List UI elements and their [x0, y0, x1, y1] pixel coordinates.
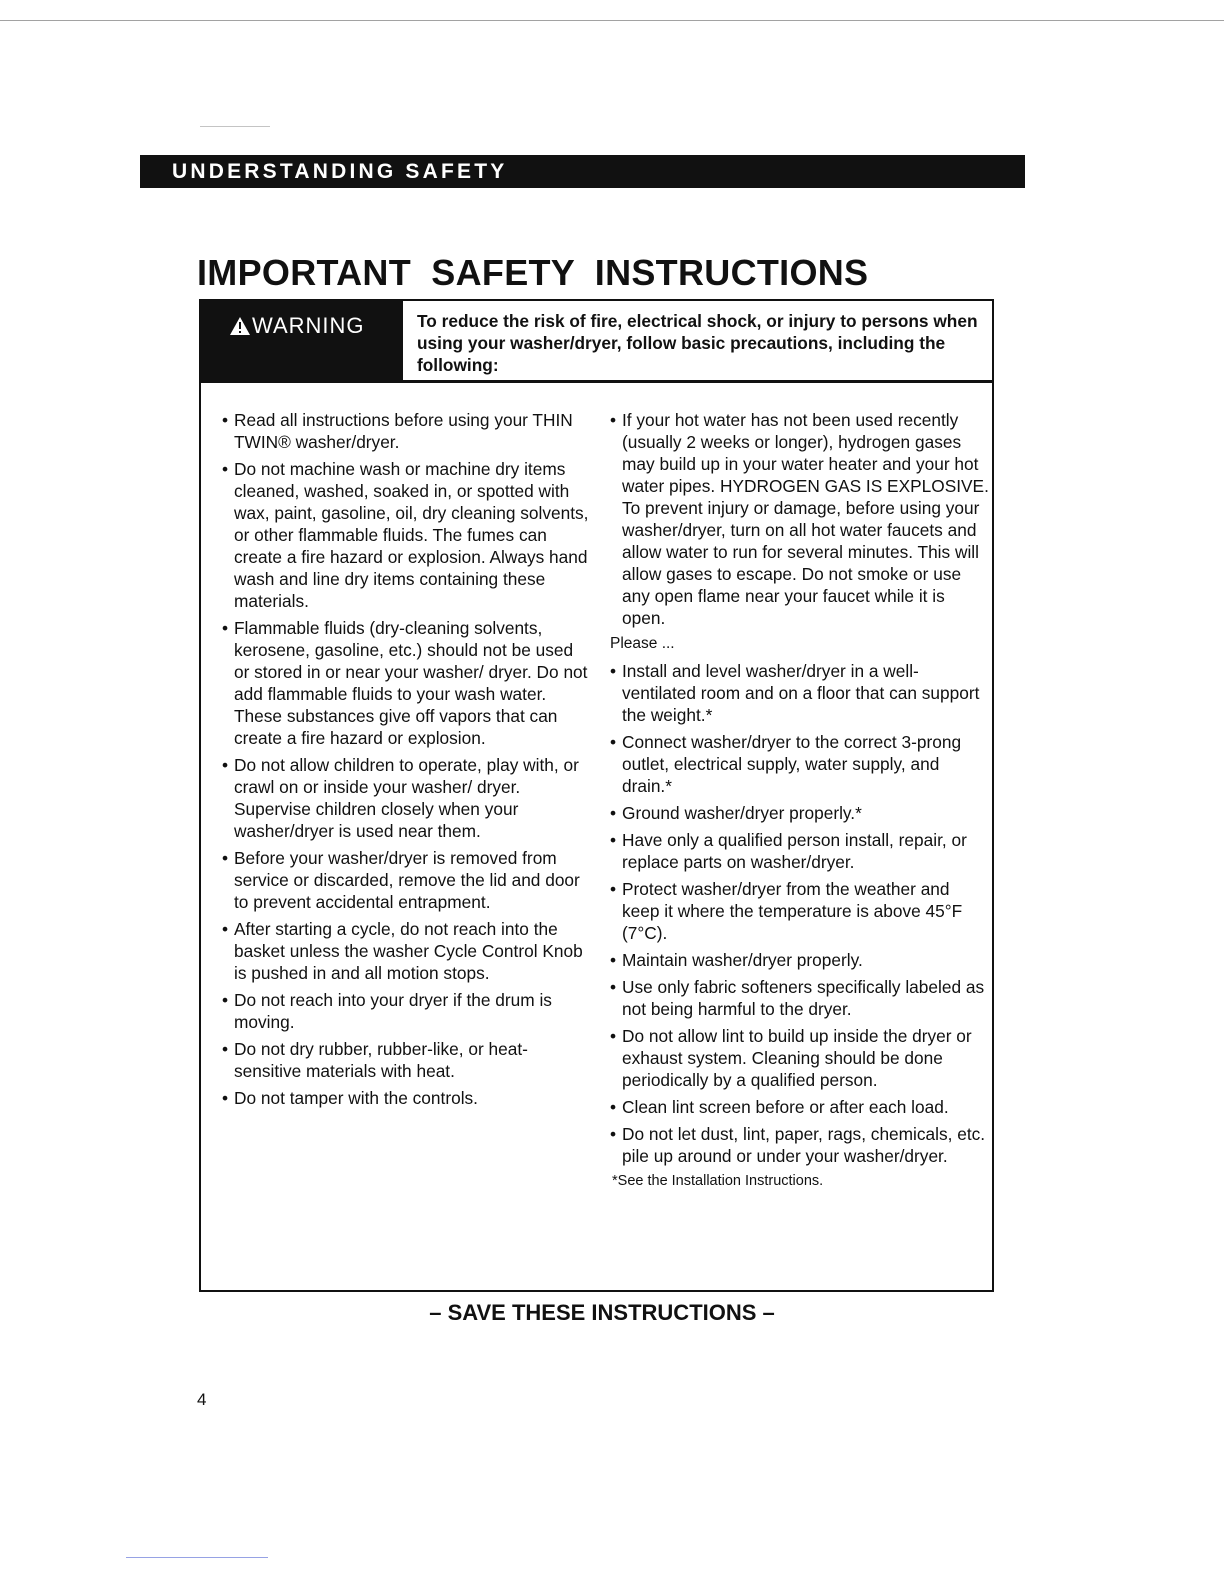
right-instruction-column	[610, 409, 990, 1191]
list-item: • Do not allow lint to build up inside the dryer or exhaust system. Cleaning should be done periodically by a qualified person.	[610, 1025, 990, 1091]
list-item: • Have only a qualified person install, repair, or replace parts on washer/dryer.	[610, 829, 990, 873]
save-instructions-banner: – SAVE THESE INSTRUCTIONS –	[429, 1300, 775, 1325]
list-item: • Maintain washer/dryer properly.	[610, 949, 990, 971]
list-item: • If your hot water has not been used recently (usually 2 weeks or longer), hydrogen gases may build up in your water heater and your hot water pipes. HYDROGEN GAS IS EXPLOSIVE. To prevent injury or damage, before using your washer/dryer, turn on all hot water faucets and allow water to run for several minutes. This will allow gases to escape. Do not smoke or use any open flame near your faucet while it is open.	[610, 409, 990, 629]
list-item: • Use only fabric softeners specifically labeled as not being harmful to the dryer.	[610, 976, 990, 1020]
list-item: • Install and level washer/dryer in a well-ventilated room and on a floor that can support the weight.*	[610, 660, 990, 726]
safety-instructions-box	[199, 299, 994, 1292]
scan-artifact-line	[126, 1557, 268, 1558]
list-item: • Do not tamper with the controls.	[222, 1087, 592, 1109]
list-item: • Ground washer/dryer properly.*	[610, 802, 990, 824]
list-item: • Protect washer/dryer from the weather and keep it where the temperature is above 45°F (7°C).	[610, 878, 990, 944]
warning-statement: To reduce the risk of fire, electrical shock, or injury to persons when using your washer/dryer, follow basic precautions, including the following:	[403, 301, 994, 383]
list-item: • After starting a cycle, do not reach into the basket unless the washer Cycle Control Knob is pushed in and all motion stops.	[222, 918, 592, 984]
warning-label	[201, 301, 403, 383]
list-item: • Clean lint screen before or after each load.	[610, 1096, 990, 1118]
scan-artifact-line	[0, 20, 1224, 21]
list-item: • Read all instructions before using your THIN TWIN® washer/dryer.	[222, 409, 592, 453]
list-item: • Connect washer/dryer to the correct 3-prong outlet, electrical supply, water supply, and drain.*	[610, 731, 990, 797]
page-number: 4	[197, 1390, 207, 1409]
footnote: *See the Installation Instructions.	[612, 1173, 824, 1189]
warning-triangle-icon	[229, 316, 251, 336]
list-item: • Do not dry rubber, rubber-like, or heat-sensitive materials with heat.	[222, 1038, 592, 1082]
list-item: • Do not allow children to operate, play with, or crawl on or inside your washer/ dryer. Supervise children closely when your washer/dryer is used near them.	[222, 754, 592, 842]
right-first-list	[610, 409, 990, 629]
section-header-bar	[140, 155, 1025, 188]
please-label: Please ...	[610, 635, 675, 652]
list-item: • Do not let dust, lint, paper, rags, chemicals, etc. pile up around or under your washer/dryer.	[610, 1123, 990, 1167]
list-item: • Before your washer/dryer is removed from service or discarded, remove the lid and door to prevent accidental entrapment.	[222, 847, 592, 913]
list-item: • Flammable fluids (dry-cleaning solvents, kerosene, gasoline, etc.) should not be used or stored in or near your washer/ dryer. Do not add flammable fluids to your wash water. These substances give off vapors that can create a fire hazard or explosion.	[222, 617, 592, 749]
left-instruction-list	[222, 409, 592, 1114]
list-item: • Do not machine wash or machine dry items cleaned, washed, soaked in, or spotted with wax, paint, gasoline, oil, dry cleaning solvents, or other flammable fluids. The fumes can create a fire hazard or explosion. Always hand wash and line dry items containing these materials.	[222, 458, 592, 612]
section-label: UNDERSTANDING SAFETY	[172, 160, 508, 183]
right-please-list	[610, 660, 990, 1167]
list-item: • Do not reach into your dryer if the drum is moving.	[222, 989, 592, 1033]
page-title: IMPORTANT SAFETY INSTRUCTIONS	[197, 252, 869, 293]
scan-artifact-line	[200, 126, 270, 127]
warning-label-text: WARNING	[252, 313, 365, 338]
